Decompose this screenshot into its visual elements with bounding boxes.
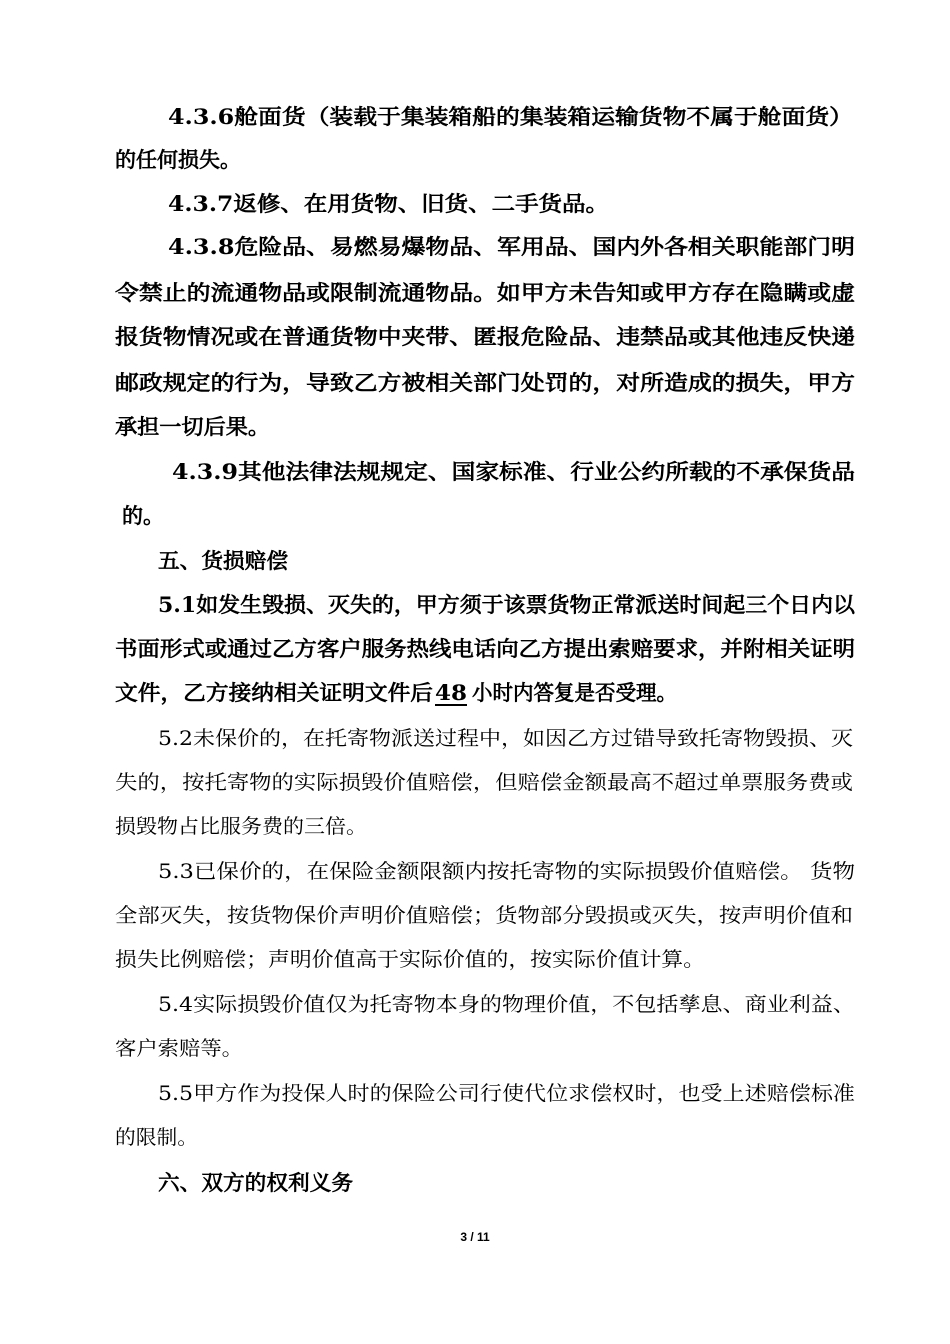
clause-5-1-line-1: 5.1如发生毁损、灭失的，甲方须于该票货物正常派送时间起三个日内以 [158,592,855,617]
clause-5-2-line-1: 5.2未保价的，在托寄物派送过程中，如因乙方过错导致托寄物毁损、灭 [158,726,853,750]
clause-5-4-line-1: 5.4实际损毁价值仅为托寄物本身的物理价值，不包括孳息、商业利益、 [158,992,855,1016]
clause-4-3-9-line-2: 的。 [122,503,164,528]
clause-5-4-line-2: 客户索赔等。 [115,1036,243,1060]
response-hours-value: 48 [435,680,467,705]
section-six-heading: 六、双方的权利义务 [158,1170,353,1195]
clause-5-1-line-3: 文件，乙方接纳相关证明文件后 48 小时内答复是否受理。 [0,678,950,708]
clause-4-3-8-line-1: 4.3.8危险品、易燃易爆物品、军用品、国内外各相关职能部门明 [168,234,855,259]
clause-4-3-6-line-2: 的任何损失。 [115,147,241,172]
clause-5-3-line-2: 全部灭失，按货物保价声明价值赔偿；货物部分毁损或灭失，按声明价值和 [115,903,853,927]
clause-5-5-line-2: 的限制。 [115,1125,198,1149]
clause-5-3-line-1: 5.3已保价的，在保险金额限额内按托寄物的实际损毁价值赔偿。 货物 [158,859,855,883]
section-five-heading: 五、货损赔偿 [158,548,288,573]
clause-4-3-6-line-1: 4.3.6舱面货（装载于集装箱船的集装箱运输货物不属于舱面货） [168,104,853,129]
page-number: 3 / 11 [460,1230,490,1244]
clause-5-5-line-1: 5.5甲方作为投保人时的保险公司行使代位求偿权时，也受上述赔偿标准 [158,1081,855,1105]
clause-5-2-line-3: 损毁物占比服务费的三倍。 [115,814,367,838]
clause-5-1-line-2: 书面形式或通过乙方客户服务热线电话向乙方提出索赔要求，并附相关证明 [115,636,855,661]
clause-4-3-9-line-1: 4.3.9其他法律法规规定、国家标准、行业公约所载的不承保货品 [172,459,855,484]
clause-5-3-line-3: 损失比例赔偿；声明价值高于实际价值的，按实际价值计算。 [115,947,705,971]
clause-4-3-8-line-4: 邮政规定的行为，导致乙方被相关部门处罚的，对所造成的损失，甲方 [115,370,855,395]
clause-4-3-8-line-3: 报货物情况或在普通货物中夹带、匿报危险品、违禁品或其他违反快递 [115,324,855,349]
clause-4-3-8-line-5: 承担一切后果。 [115,414,270,439]
clause-5-2-line-2: 失的，按托寄物的实际损毁价值赔偿，但赔偿金额最高不超过单票服务费或 [115,770,853,794]
clause-4-3-7: 4.3.7返修、在用货物、旧货、二手货品。 [168,191,609,216]
clause-4-3-8-line-2: 令禁止的流通物品或限制流通物品。如甲方未告知或甲方存在隐瞒或虚 [115,280,855,305]
